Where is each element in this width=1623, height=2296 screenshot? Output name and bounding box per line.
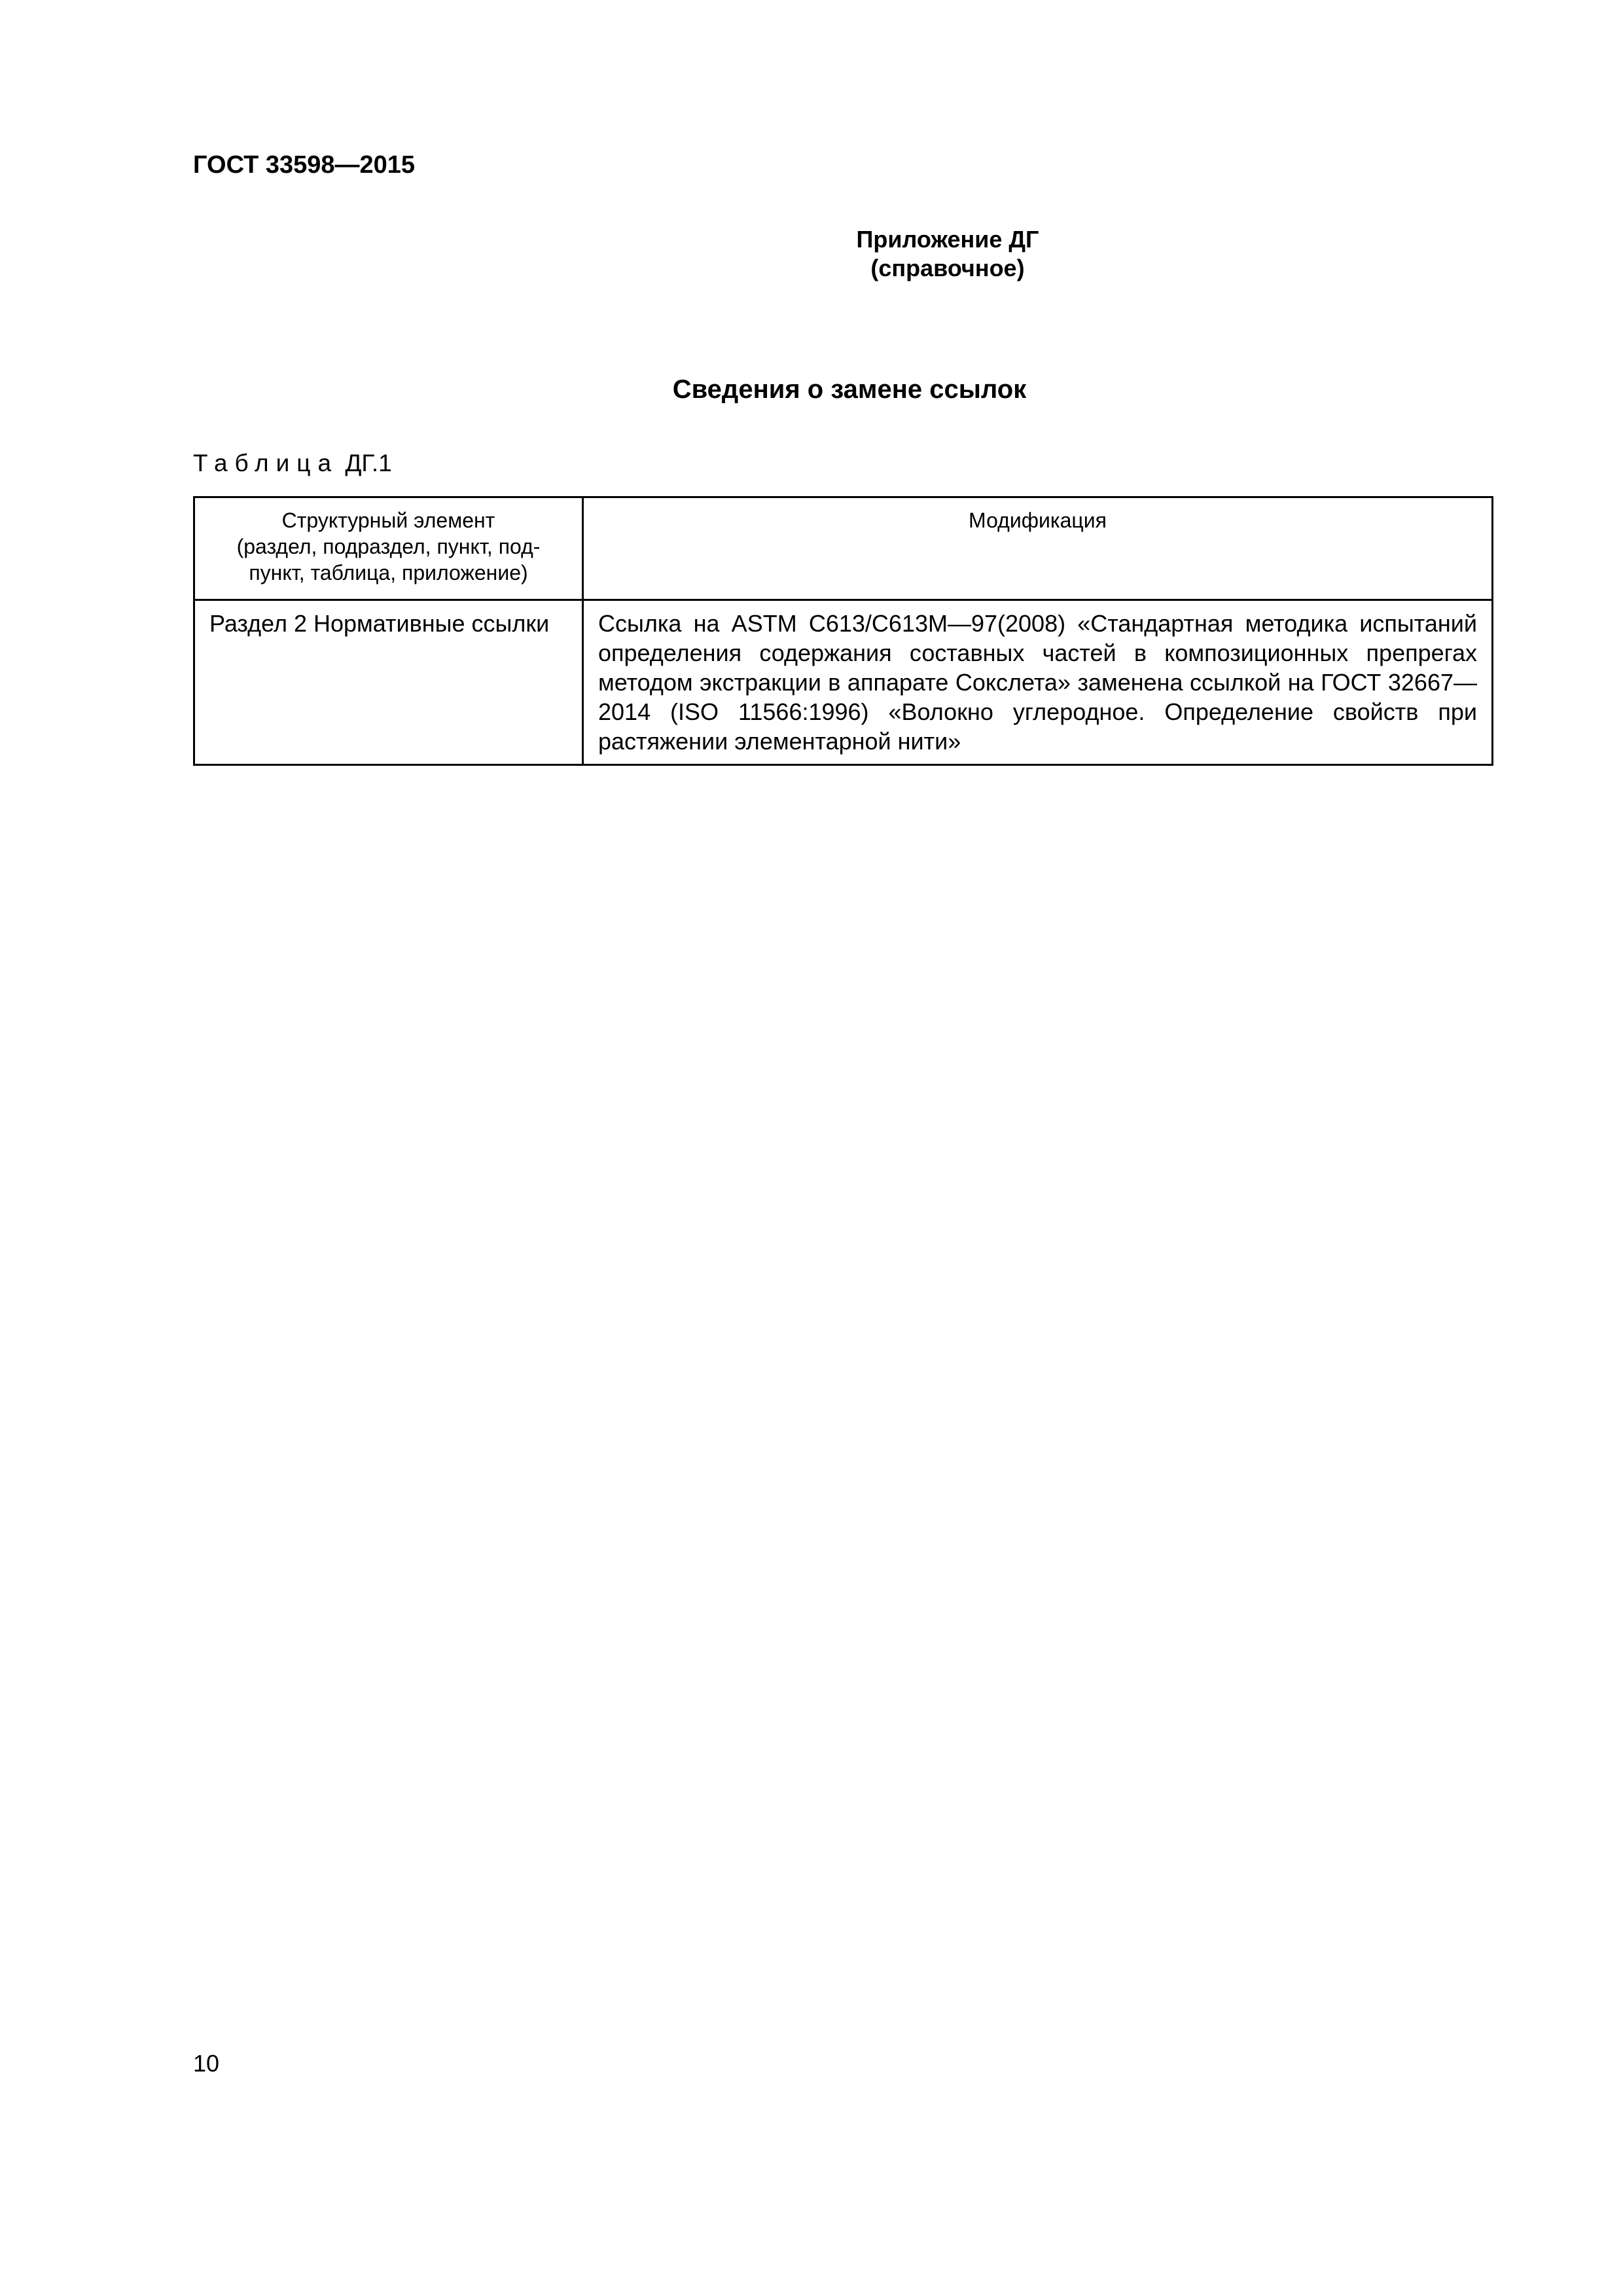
header-structural-element [194, 497, 583, 600]
header-element-line: (раздел, подраздел, пункт, под- [236, 535, 541, 558]
header-modification: Модификация [583, 497, 1493, 600]
annex-title: Приложение ДГ [856, 226, 1039, 253]
reference-replacement-table [193, 496, 1493, 766]
section-title: Сведения о замене ссылок [672, 375, 1027, 404]
header-element-line: пункт, таблица, приложение) [249, 561, 528, 584]
cell-modification: Ссылка на ASTM C613/C613M—97(2008) «Стандартная методика испытаний определения содержания составных частей в композиционных препрегах методом экстракции в аппарате Сокслета» заменена ссылкой на ГОСТ 32667—2014 (ISO 11566:1996) «Волокно углеродное. Определение свойств при растяжении элементарной нити» [583, 600, 1493, 765]
annex-heading [196, 225, 1503, 283]
header-element-line: Структурный элемент [281, 509, 495, 532]
document-code: ГОСТ 33598—2015 [193, 151, 416, 179]
table-row [194, 600, 1493, 765]
table-header-row [194, 497, 1493, 600]
cell-structural-element: Раздел 2 Нормативные ссылки [194, 600, 583, 765]
table-caption-number: ДГ.1 [345, 450, 392, 476]
annex-note: (справочное) [870, 255, 1025, 281]
table-caption [193, 448, 392, 478]
table-caption-word: Таблица [193, 450, 339, 476]
page-number: 10 [193, 2050, 220, 2077]
